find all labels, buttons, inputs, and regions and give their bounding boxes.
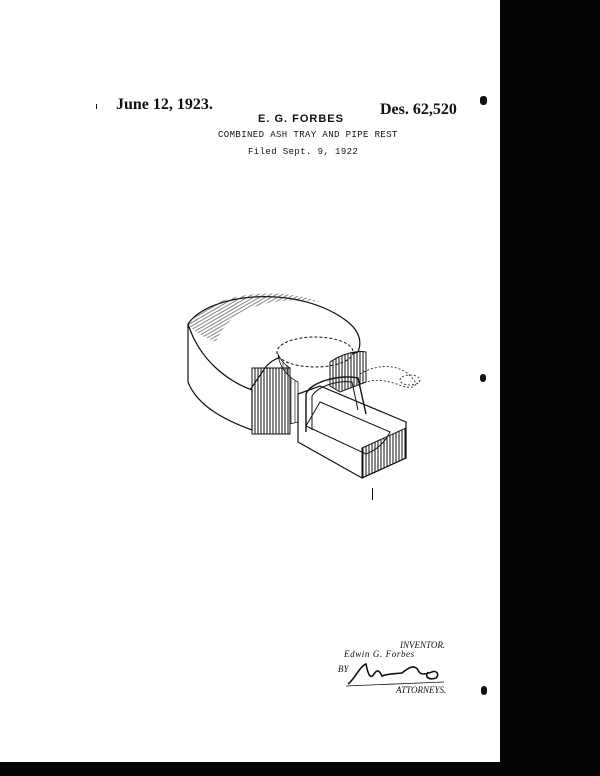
inventor-label: INVENTOR. (400, 640, 446, 650)
ash-tray-drawing (170, 282, 440, 482)
patent-number: Des. 62,520 (380, 101, 457, 118)
filed-date: Filed Sept. 9, 1922 (248, 147, 359, 157)
scan-speck (96, 104, 97, 109)
dashed-end-ring (400, 375, 420, 385)
dashed-extension (360, 367, 416, 388)
attorney-signature (344, 660, 454, 688)
patent-title: COMBINED ASH TRAY AND PIPE REST (218, 130, 398, 140)
scan-edge-bottom (0, 762, 600, 776)
scan-speck (481, 686, 487, 695)
patent-date: June 12, 1923. (116, 96, 213, 113)
inventor-signature-name: Edwin G. Forbes (344, 649, 415, 659)
front-block-left (252, 368, 290, 434)
scan-speck (480, 374, 486, 382)
by-label: BY (338, 664, 349, 674)
signature-block (330, 640, 480, 700)
scan-speck (372, 488, 373, 500)
inventor-name: E. G. FORBES (258, 113, 344, 125)
attorneys-label: ATTORNEYS. (396, 685, 447, 695)
scan-edge-right (500, 0, 600, 776)
scan-speck (480, 96, 487, 105)
